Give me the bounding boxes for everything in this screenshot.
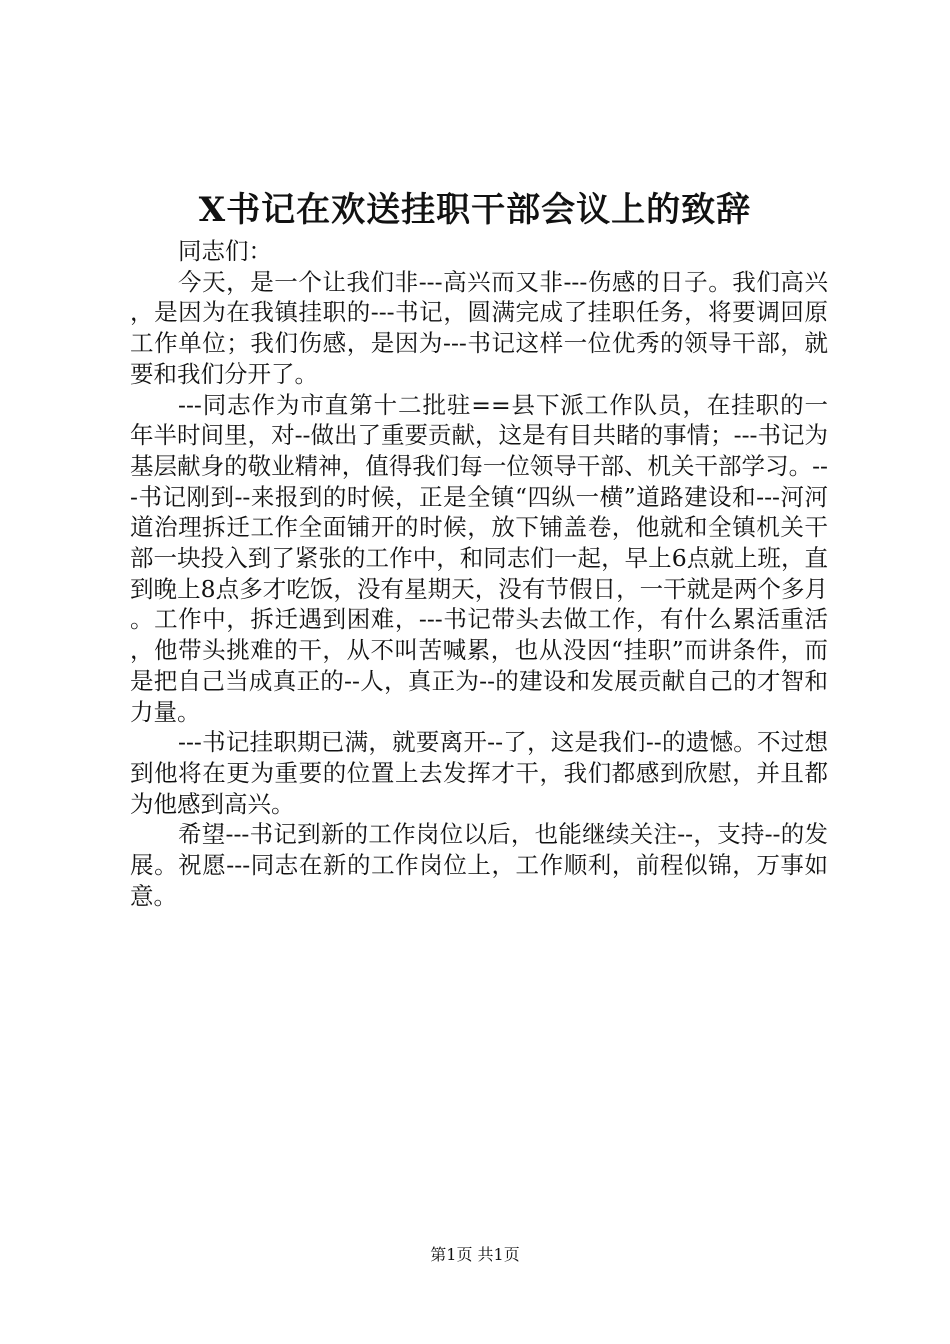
paragraph-2: ---同志作为市直第十二批驻==县下派工作队员，在挂职的一年半时间里，对--做出了重要贡献，这是有目共睹的事情；---书记为基层献身的敬业精神，值得我们每一位领导干部、机关干部学习。---书记刚到--来报到的时候，正是全镇“四纵一横”道路建设和---河河道治理拆迁工作全面铺开的时候，放下铺盖卷，他就和全镇机关干部一块投入到了紧张的工作中，和同志们一起，早上6点就上班，直到晚上8点多才吃饭，没有星期天，没有节假日，一干就是两个多月。工作中，拆迁遇到困难，---书记带头去做工作，有什么累活重活，他带头挑难的干，从不叫苦喊累，也从没因“挂职”而讲条件，而是把自己当成真正的--人，真正为--的建设和发展贡献自己的才智和力量。: [130, 390, 828, 726]
document-body: [130, 236, 828, 911]
document-title: X书记在欢送挂职干部会议上的致辞: [198, 190, 752, 230]
paragraph-4: 希望---书记到新的工作岗位以后，也能继续关注--，支持--的发展。祝愿---同志在新的工作岗位上，工作顺利，前程似锦，万事如意。: [130, 820, 828, 910]
page-footer: 第1页 共1页: [430, 1245, 520, 1264]
paragraph-3: ---书记挂职期已满，就要离开--了，这是我们--的遗憾。不过想到他将在更为重要的位置上去发挥才干，我们都感到欣慰，并且都为他感到高兴。: [130, 728, 828, 818]
salutation: 同志们：: [178, 237, 272, 265]
paragraph-1: 今天，是一个让我们非---高兴而又非---伤感的日子。我们高兴，是因为在我镇挂职的---书记，圆满完成了挂职任务，将要调回原工作单位；我们伤感，是因为---书记这样一位优秀的领导干部，就要和我们分开了。: [130, 267, 828, 388]
